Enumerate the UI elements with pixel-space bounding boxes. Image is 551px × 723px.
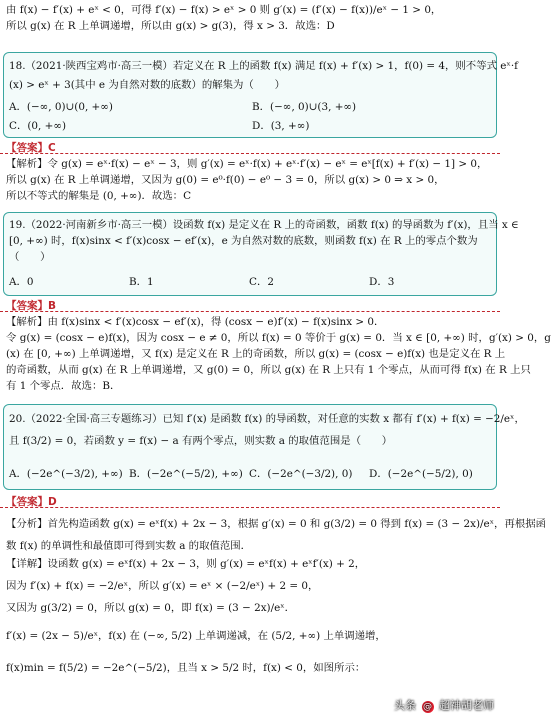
q20-solution-line-3: 【详解】设函数 g(x) = eˣf(x) + 2x − 3，则 g′(x) = eˣf(x) + eˣf′(x) + 2， (6, 558, 366, 570)
q19-stem-line-1: 19.（2022·河南新乡市·高三一模）设函数 f(x) 是定义在 R 上的奇函数，函数 f(x) 的导函数为 f′(x)，且当 x ∈ (9, 219, 519, 231)
q19-option-b: B．1 (129, 276, 154, 288)
q20-option-b: B．(−2e^(−5/2), +∞) (129, 468, 243, 480)
q19-option-d: D．3 (369, 276, 395, 288)
q18-option-b: B．(−∞, 0)∪(3, +∞) (252, 101, 357, 113)
q19-solution-line-5: 有 1 个零点．故选：B． (6, 380, 121, 392)
q20-stem-line-1: 20.（2022·全国·高三专题练习）已知 f′(x) 是函数 f(x) 的导函数，对任意的实数 x 都有 f′(x) + f(x) = −2/eˣ， (9, 413, 525, 425)
q18-solution-line-3: 所以不等式的解集是 (0, +∞)．故选：C (6, 190, 192, 202)
watermark-author: 超神胡老师 (439, 699, 494, 712)
q19-option-a: A．0 (9, 276, 34, 288)
q20-divider (0, 507, 500, 508)
q18-divider (0, 153, 500, 154)
q20-stem-line-2: 且 f(3/2) = 0，若函数 y = f(x) − a 有两个零点，则实数 a 的取值范围是（ ） (9, 435, 393, 447)
top-text-line-2: 所以 g(x) 在 R 上单调递增，所以由 g(x) > g(3)，得 x > 3．故选：D (6, 20, 335, 32)
q19-solution-line-3: (x) 在 [0, +∞) 上单调递增，又 f(x) 是定义在 R 上的奇函数，所以 g(x) = (cosx − e)f(x) 也是定义在 R 上 (6, 348, 506, 360)
q20-solution-line-2: 数 f(x) 的单调性和最值即可得到实数 a 的取值范围． (6, 540, 252, 552)
q18-stem-line-2: (x) > eˣ + 3(其中 e 为自然对数的底数）的解集为（ ） (9, 79, 285, 91)
q19-answer: 【答案】B (6, 300, 57, 312)
question-19-box (3, 212, 519, 296)
q20-option-a: A．(−2e^(−3/2), +∞) (9, 468, 123, 480)
q19-stem-line-2: [0, +∞) 时，f(x)sinx < f′(x)cosx − ef′(x)，e 为自然对数的底数，则函数 f(x) 在 R 上的零点个数为 (9, 235, 478, 247)
at-icon: @ (423, 702, 432, 712)
q18-answer: 【答案】C (6, 142, 56, 154)
top-text-line-1: 由 f(x) − f′(x) + eˣ < 0，可得 f′(x) − f(x) > eˣ > 0 则 g′(x) = (f′(x) − f(x))/eˣ − 1 > 0， (6, 4, 442, 16)
q20-solution-line-7: f(x)min = f(5/2) = −2e^(−5/2)，且当 x > 5/2 时，f(x) < 0，如图所示： (6, 662, 366, 674)
q20-solution-line-1: 【分析】首先构造函数 g(x) = eˣf(x) + 2x − 3，根据 g′(x) = 0 和 g(3/2) = 0 得到 f(x) = (3 − 2x)/eˣ，再根据函 (6, 518, 547, 530)
q19-solution-line-4: 的奇函数，从而 g(x) 在 R 上单调递增，又 g(0) = 0，所以 g(x) 在 R 上只有 1 个零点，从而可得 f(x) 在 R 上只 (6, 364, 531, 376)
q18-option-a: A．(−∞, 0)∪(0, +∞) (9, 101, 113, 113)
q20-option-c: C．(−2e^(−3/2), 0) (249, 468, 353, 480)
q20-option-d: D．(−2e^(−5/2), 0) (369, 468, 473, 480)
q18-stem-line-1: 18.（2021·陕西宝鸡市·高三一模）若定义在 R 上的函数 f(x) 满足 f(x) + f′(x) > 1，f(0) = 4，则不等式 eˣ·f (9, 60, 518, 72)
question-18-box (3, 52, 518, 138)
q18-option-c: C．(0, +∞) (9, 120, 67, 132)
q19-stem-line-3: （ ） (9, 251, 51, 263)
q20-solution-line-4: 因为 f′(x) + f(x) = −2/eˣ，所以 g′(x) = eˣ × (−2/eˣ) + 2 = 0， (6, 580, 319, 592)
q20-answer: 【答案】D (6, 496, 57, 508)
watermark-source: 头条 (394, 699, 416, 712)
q20-solution-line-6: f′(x) = (2x − 5)/eˣ，f(x) 在 (−∞, 5/2) 上单调递减，在 (5/2, +∞) 上单调递增， (6, 630, 386, 642)
q19-option-c: C．2 (249, 276, 274, 288)
q18-option-d: D．(3, +∞) (252, 120, 310, 132)
q19-solution-line-1: 【解析】由 f(x)sinx < f′(x)cosx − ef′(x)，得 (cosx − e)f′(x) − f(x)sinx > 0． (6, 316, 385, 328)
q18-solution-line-2: 所以 g(x) 在 R 上单调递增，又因为 g(0) = e⁰·f(0) − e⁰ − 3 = 0，所以 g(x) > 0 ⇒ x > 0， (6, 174, 445, 186)
q19-divider (0, 311, 500, 312)
question-20-box (3, 404, 525, 490)
q18-solution-line-1: 【解析】令 g(x) = eˣ·f(x) − eˣ − 3，则 g′(x) = eˣ·f(x) + eˣ·f′(x) − eˣ = eˣ[f(x) + f′(x) − 1] > 0， (6, 158, 488, 170)
q19-solution-line-2: 令 g(x) = (cosx − e)f(x)，因为 cosx − e ≠ 0，所以 f(x) = 0 等价于 g(x) = 0．当 x ∈ [0, +∞) 时，g′(x) > 0，g (6, 332, 551, 344)
q20-solution-line-5: 又因为 g(3/2) = 0，所以 g(x) = 0，即 f(x) = (3 − 2x)/eˣ． (6, 602, 296, 614)
watermark (394, 697, 494, 713)
